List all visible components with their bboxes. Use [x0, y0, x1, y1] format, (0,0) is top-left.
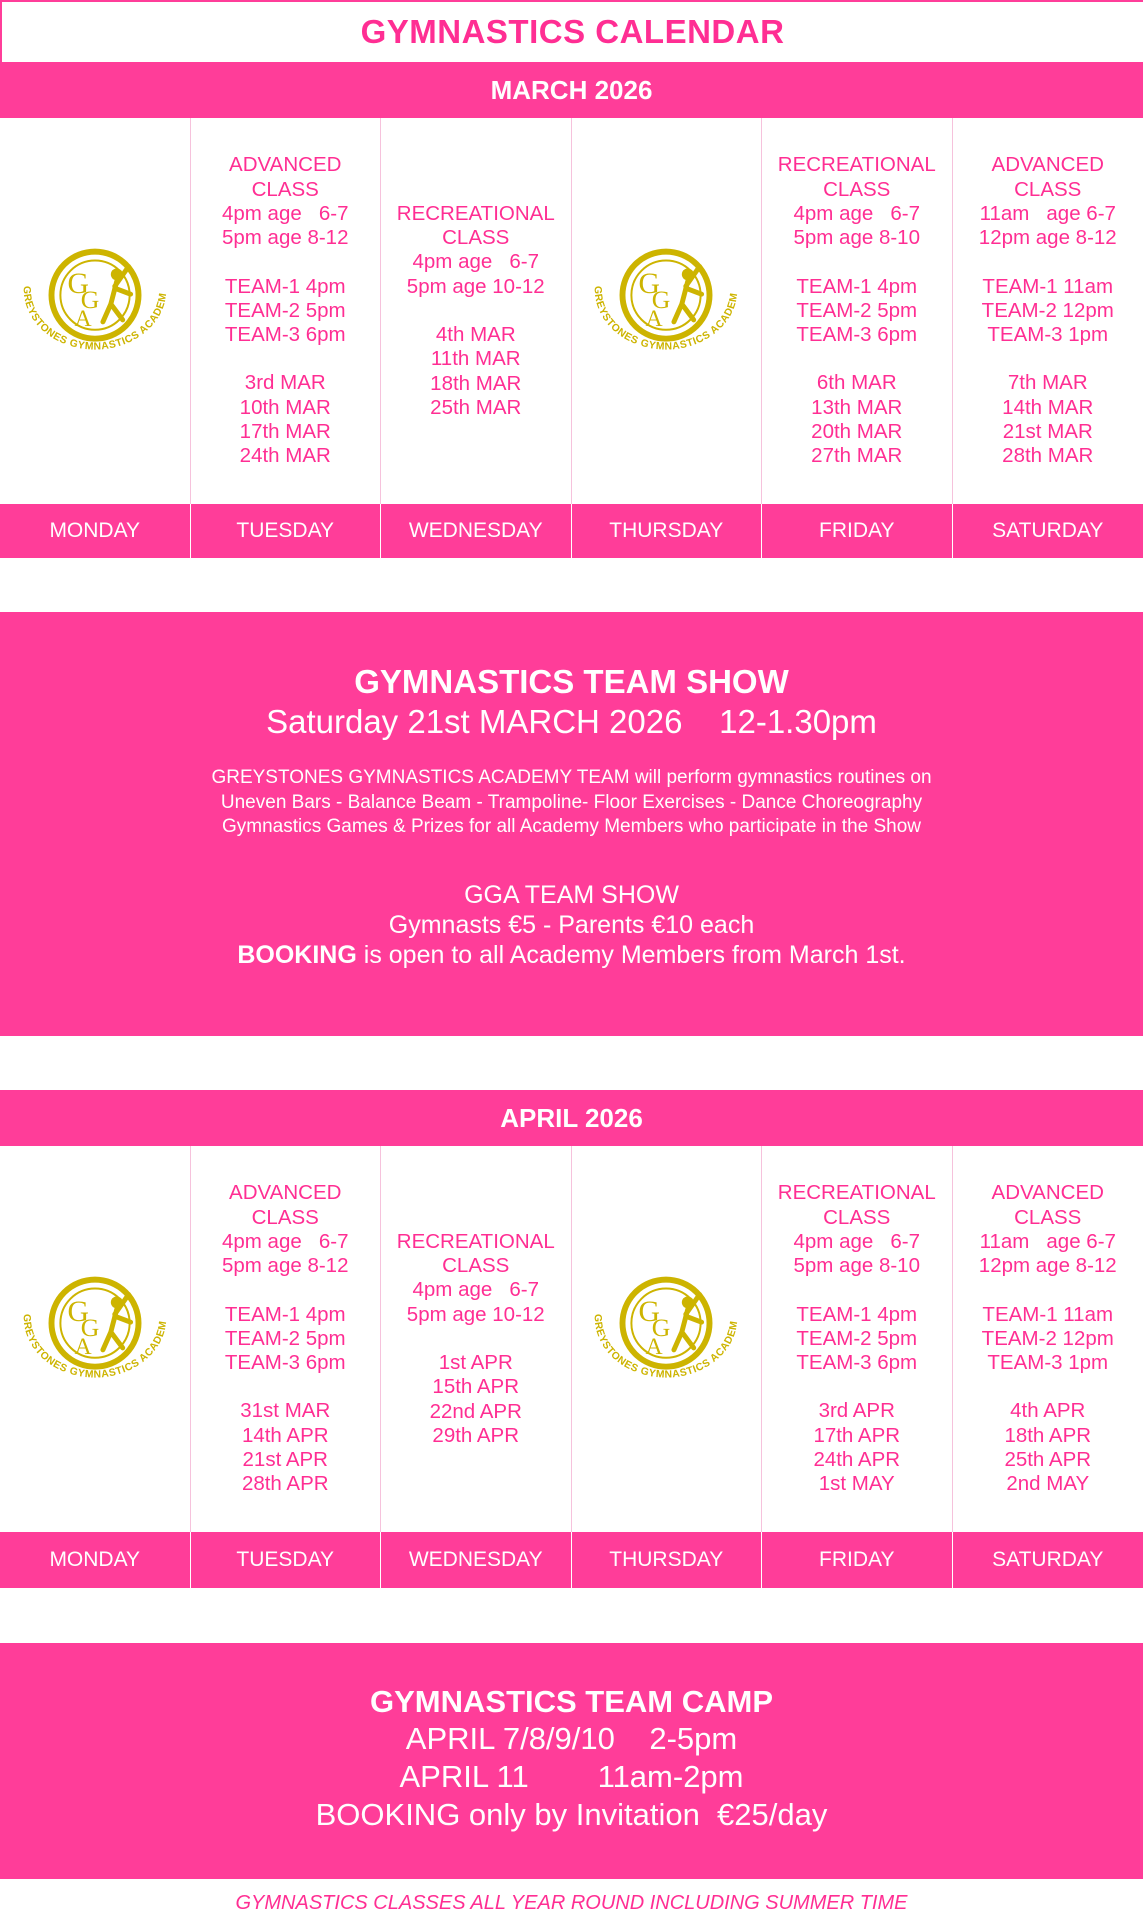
- gga-emblem-icon: [6, 248, 184, 368]
- april-saturday-cell: [953, 1146, 1143, 1532]
- april-friday-cell: [762, 1146, 953, 1532]
- svg-text:A: A: [645, 305, 663, 332]
- march-friday-cell: [762, 118, 953, 504]
- class-dates: 7th MAR 14th MAR 21st MAR 28th MAR: [1002, 371, 1094, 468]
- class-dates: 4th APR 18th APR 25th APR 2nd MAY: [1004, 1399, 1092, 1496]
- class-info: RECREATIONAL CLASS 4pm age 6-7 5pm age 8-10: [777, 153, 936, 250]
- svg-text:GREYSTONES GYMNASTICS ACADEMY: GREYSTONES GYMNASTICS ACADEM: [20, 1313, 170, 1381]
- day-label-wednesday: WEDNESDAY: [381, 1532, 572, 1588]
- team-show-description: GREYSTONES GYMNASTICS ACADEMY TEAM will perform gymnastics routines on Uneven Bars - Balance Beam - Trampoline- Floor Exercises - Dance Choreography Gymnastics Games & Prizes for all Academy Members who participate in the Show: [211, 767, 932, 837]
- month-heading-april: APRIL 2026: [0, 1090, 1143, 1146]
- gga-emblem-icon: [577, 1276, 755, 1396]
- day-label-monday: MONDAY: [0, 504, 191, 558]
- class-info: ADVANCED CLASS 11am age 6-7 12pm age 8-12: [978, 153, 1117, 250]
- day-label-monday: MONDAY: [0, 1532, 191, 1588]
- april-monday-cell: [0, 1146, 191, 1532]
- class-info: ADVANCED CLASS 4pm age 6-7 5pm age 8-12: [221, 1181, 349, 1278]
- march-tuesday-cell: [191, 118, 382, 504]
- class-info: RECREATIONAL CLASS 4pm age 6-7 5pm age 10-12: [396, 1229, 555, 1326]
- svg-text:G: G: [80, 284, 100, 314]
- class-info: ADVANCED CLASS 4pm age 6-7 5pm age 8-12: [221, 153, 349, 250]
- class-info: ADVANCED CLASS 11am age 6-7 12pm age 8-12: [978, 1181, 1117, 1278]
- team-times: TEAM-1 11am TEAM-2 12pm TEAM-3 1pm: [981, 274, 1114, 347]
- class-dates: 3rd MAR 10th MAR 17th MAR 24th MAR: [239, 371, 331, 468]
- day-label-saturday: SATURDAY: [992, 519, 1104, 542]
- team-camp-line: APRIL 7/8/9/10 2-5pm: [405, 1721, 738, 1756]
- march-saturday-cell: [953, 118, 1143, 504]
- svg-text:A: A: [74, 1333, 92, 1360]
- team-times: TEAM-1 4pm TEAM-2 5pm TEAM-3 6pm: [224, 274, 346, 347]
- april-tuesday-cell: [191, 1146, 382, 1532]
- team-show-prices: Gymnasts €5 - Parents €10 each: [388, 910, 755, 939]
- day-label-wednesday: WEDNESDAY: [381, 504, 572, 558]
- day-label-tuesday: TUESDAY: [191, 1532, 382, 1588]
- class-dates: 3rd APR 17th APR 24th APR 1st MAY: [813, 1399, 901, 1496]
- team-camp-heading: GYMNASTICS TEAM CAMP: [370, 1684, 773, 1719]
- team-times: TEAM-1 4pm TEAM-2 5pm TEAM-3 6pm: [796, 1302, 918, 1375]
- month-heading-march: MARCH 2026: [0, 62, 1143, 118]
- svg-text:GREYSTONES GYMNASTICS ACADEMY: GREYSTONES GYMNASTICS ACADEM: [592, 285, 741, 353]
- march-schedule-grid: [0, 118, 1143, 504]
- march-day-bar: [0, 504, 1143, 558]
- team-show-heading: GYMNASTICS TEAM SHOW: [354, 663, 789, 700]
- svg-text:G: G: [67, 268, 89, 301]
- class-dates: 4th MAR 11th MAR 18th MAR 25th MAR: [430, 323, 522, 419]
- academy-logo: [6, 1276, 184, 1402]
- team-show-panel: [0, 612, 1143, 1036]
- team-camp-line: APRIL 11 11am-2pm: [399, 1759, 744, 1794]
- svg-text:G: G: [80, 1312, 100, 1342]
- day-label-friday: FRIDAY: [762, 504, 953, 558]
- svg-text:G: G: [67, 1296, 89, 1329]
- class-dates: 1st APR 15th APR 22nd APR 29th APR: [429, 1351, 522, 1447]
- day-label-friday: FRIDAY: [762, 1532, 953, 1588]
- svg-text:G: G: [638, 1296, 661, 1329]
- svg-text:A: A: [645, 1333, 663, 1360]
- gga-emblem-icon: [6, 1276, 184, 1396]
- march-thursday-cell: [572, 118, 763, 504]
- april-wednesday-cell: [381, 1146, 572, 1532]
- day-label-saturday: SATURDAY: [992, 1548, 1104, 1571]
- day-label-thursday: THURSDAY: [572, 504, 763, 558]
- march-monday-cell: [0, 118, 191, 504]
- academy-logo: [577, 1276, 755, 1402]
- team-times: TEAM-1 11am TEAM-2 12pm TEAM-3 1pm: [981, 1302, 1114, 1375]
- class-info: RECREATIONAL CLASS 4pm age 6-7 5pm age 8-10: [777, 1181, 936, 1278]
- page-title: GYMNASTICS CALENDAR: [0, 0, 1143, 62]
- gga-emblem-icon: [577, 248, 755, 368]
- footer-note: GYMNASTICS CLASSES ALL YEAR ROUND INCLUDING SUMMER TIME: [235, 1891, 908, 1914]
- team-times: TEAM-1 4pm TEAM-2 5pm TEAM-3 6pm: [796, 274, 918, 347]
- team-times: TEAM-1 4pm TEAM-2 5pm TEAM-3 6pm: [224, 1302, 346, 1375]
- march-wednesday-cell: [381, 118, 572, 504]
- class-info: RECREATIONAL CLASS 4pm age 6-7 5pm age 10-12: [396, 201, 555, 298]
- svg-text:G: G: [638, 268, 661, 301]
- team-show-name: GGA TEAM SHOW: [464, 880, 679, 909]
- april-thursday-cell: [572, 1146, 763, 1532]
- team-camp-booking: BOOKING only by Invitation €25/day: [315, 1797, 828, 1832]
- team-show-datetime: Saturday 21st MARCH 2026 12-1.30pm: [266, 703, 877, 740]
- team-camp-panel: [0, 1643, 1143, 1879]
- day-label-thursday: THURSDAY: [572, 1532, 763, 1588]
- svg-text:G: G: [652, 1312, 671, 1342]
- svg-text:A: A: [74, 305, 92, 332]
- team-show-booking: BOOKING is open to all Academy Members from March 1st.: [237, 940, 906, 969]
- svg-text:GREYSTONES GYMNASTICS ACADEMY: GREYSTONES GYMNASTICS ACADEM: [592, 1313, 741, 1381]
- april-schedule-grid: [0, 1146, 1143, 1532]
- svg-text:GREYSTONES GYMNASTICS ACADEMY: GREYSTONES GYMNASTICS ACADEM: [20, 285, 170, 353]
- class-dates: 6th MAR 13th MAR 20th MAR 27th MAR: [811, 371, 903, 468]
- academy-logo: [6, 248, 184, 374]
- april-day-bar: [0, 1532, 1143, 1588]
- svg-text:G: G: [652, 284, 671, 314]
- class-dates: 31st MAR 14th APR 21st APR 28th APR: [240, 1399, 331, 1496]
- academy-logo: [577, 248, 755, 374]
- day-label-tuesday: TUESDAY: [191, 504, 382, 558]
